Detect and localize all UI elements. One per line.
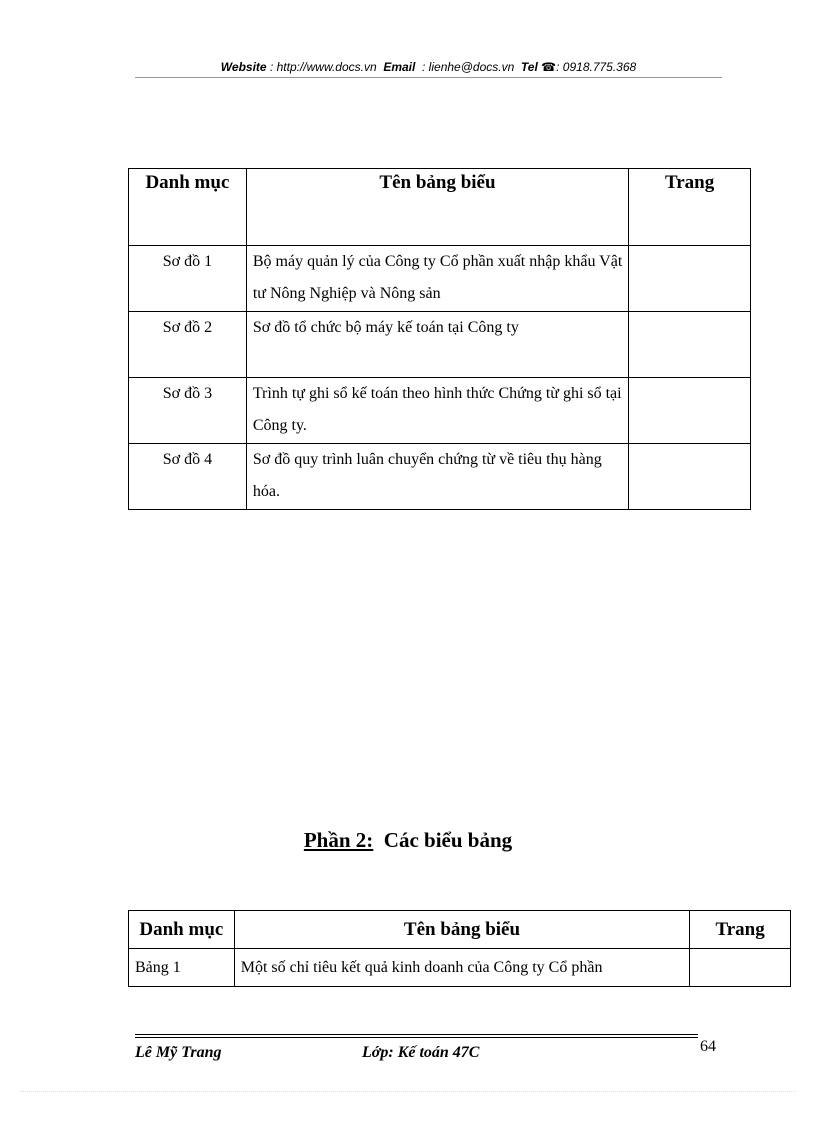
footer-divider xyxy=(135,1037,698,1038)
table-row xyxy=(129,444,751,510)
footer-divider xyxy=(135,1034,698,1035)
section-heading xyxy=(0,828,816,853)
column-header-page: Trang xyxy=(629,169,751,246)
row-title: Sơ đồ quy trình luân chuyển chứng từ về tiêu thụ hàng hóa. xyxy=(246,444,628,510)
row-category: Sơ đồ 2 xyxy=(129,312,247,378)
table-row xyxy=(129,246,751,312)
column-header-title: Tên bảng biểu xyxy=(246,169,628,246)
row-title: Bộ máy quản lý của Công ty Cổ phần xuất nhập khẩu Vật tư Nông Nghiệp và Nông sản xyxy=(246,246,628,312)
row-page xyxy=(629,444,751,510)
row-category: Sơ đồ 3 xyxy=(129,378,247,444)
row-page xyxy=(629,378,751,444)
row-title: Trình tự ghi sổ kế toán theo hình thức Chứng từ ghi sổ tại Công ty. xyxy=(246,378,628,444)
row-category: Sơ đồ 4 xyxy=(129,444,247,510)
phone-icon: ☎ xyxy=(541,60,557,74)
table-header-row xyxy=(129,169,751,246)
table-row xyxy=(129,949,791,987)
page-number: 64 xyxy=(700,1038,716,1055)
website-value: : http://www.docs.vn xyxy=(269,60,377,74)
footer-author: Lê Mỹ Trang xyxy=(135,1044,222,1061)
footer-class: Lớp: Kế toán 47C xyxy=(362,1044,480,1061)
row-category: Sơ đồ 1 xyxy=(129,246,247,312)
table-row xyxy=(129,378,751,444)
page-header xyxy=(135,60,722,74)
section-title: Các biểu bảng xyxy=(383,828,513,852)
diagram-list-table xyxy=(128,168,751,510)
column-header-page: Trang xyxy=(690,911,791,949)
table-list-table xyxy=(128,910,791,987)
row-title: Một số chỉ tiêu kết quả kinh doanh của Công ty Cổ phần xyxy=(234,949,690,987)
column-header-title: Tên bảng biểu xyxy=(234,911,690,949)
row-title: Sơ đồ tổ chức bộ máy kế toán tại Công ty xyxy=(246,312,628,378)
tel-value: : 0918.775.368 xyxy=(556,60,637,74)
table-row xyxy=(129,312,751,378)
header-divider xyxy=(135,77,722,78)
column-header-category: Danh mục xyxy=(129,169,247,246)
email-value: : lienhe@docs.vn xyxy=(422,60,515,74)
row-page xyxy=(629,312,751,378)
row-page xyxy=(629,246,751,312)
row-category: Bảng 1 xyxy=(129,949,235,987)
row-page xyxy=(690,949,791,987)
tel-label: Tel xyxy=(520,60,538,74)
website-label: Website xyxy=(220,60,267,74)
email-label: Email xyxy=(383,60,416,74)
page-bottom-border xyxy=(20,1091,796,1092)
table-header-row xyxy=(129,911,791,949)
section-label: Phần 2: xyxy=(303,828,374,852)
column-header-category: Danh mục xyxy=(129,911,235,949)
